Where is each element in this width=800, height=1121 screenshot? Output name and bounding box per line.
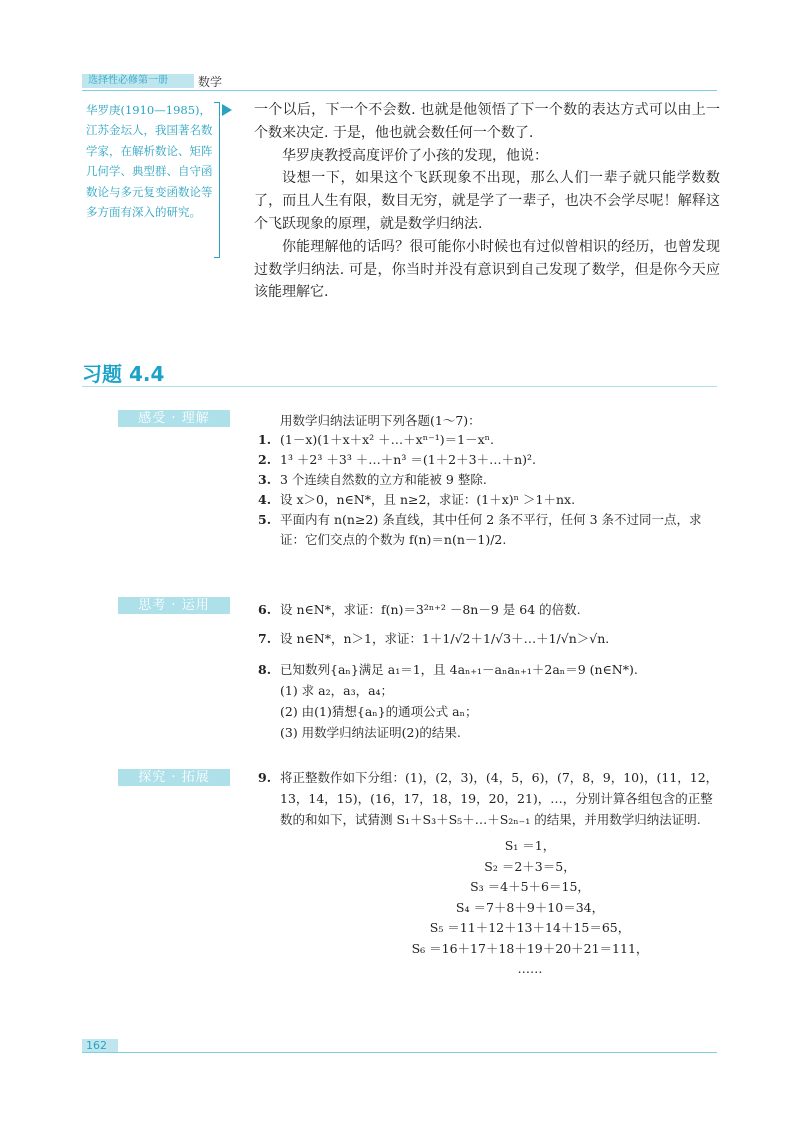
exercise-text: 设 n∈N*，求证：f(n)＝3²ⁿ⁺² －8n－9 是 64 的倍数.: [280, 602, 581, 617]
sums-list: [380, 836, 680, 980]
exercise-item: [258, 490, 720, 510]
exercise-number: 8.: [258, 662, 272, 677]
exercise-item: [258, 450, 720, 470]
exercise-intro: 用数学归纳法证明下列各题(1～7)：: [280, 413, 481, 428]
exercise-number: 6.: [258, 602, 272, 617]
paragraph: 华罗庚教授高度评价了小孩的发现，他说：: [282, 147, 548, 164]
exercise-number: 9.: [258, 770, 272, 785]
exercise-number: 4.: [258, 492, 272, 507]
category-badge: 探究 · 拓展: [118, 769, 230, 786]
exercise-item: [258, 510, 720, 550]
exercise-text: 设 x＞0，n∈N*，且 n≥2，求证：(1＋x)ⁿ ＞1＋nx.: [280, 492, 576, 507]
footer-divider: [82, 1052, 717, 1053]
exercise-text: 1³ ＋2³ ＋3³ ＋…＋n³ ＝(1＋2＋3＋…＋n)².: [280, 452, 536, 467]
exercise-group-2: [258, 595, 720, 653]
sum-line: S₁ ＝1，: [504, 838, 556, 853]
paragraph: 你能理解他的话吗？很可能你小时候也有过似曾相识的经历，也曾发现过数学归纳法. 可是，你当时并没有意识到自己发现了数学，但是你今天应该能理解它.: [254, 238, 720, 301]
sum-line: S₄ ＝7＋8＋9＋10＝34，: [455, 899, 605, 915]
exercise-text: 设 n∈N*，n＞1，求证：1＋1/√2＋1/√3＋…＋1/√n＞√n.: [280, 631, 610, 646]
exercise-item: [258, 470, 720, 490]
exercise-number: 5.: [258, 512, 272, 527]
exercise-group-1: [258, 430, 720, 550]
exercise-text: 3 个连续自然数的立方和能被 9 整除.: [280, 472, 487, 487]
subject-label: 数学: [198, 75, 223, 89]
paragraph: 一个以后，下一个不会数. 也就是他领悟了下一个数的表达方式可以由上一个数来决定. 于是，他也就会数任何一个数了.: [254, 102, 720, 141]
sum-line: S₂ ＝2＋3＝5，: [484, 858, 576, 874]
exercise-text: (1－x)(1＋x＋x² ＋…＋xⁿ⁻¹)＝1－xⁿ.: [280, 432, 494, 447]
exercise-text: 将正整数作如下分组：(1)，(2，3)，(4，5，6)，(7，8，9，10)，(11，12，13，14，15)，(16，17，18，19，20，21)，…，分别计算各组包含的正整数的和如下，试猜测 S₁＋S₃＋S₅＋…＋S₂ₙ₋₁ 的结果，并用数学归纳法证明.: [280, 770, 719, 827]
sidenote: 华罗庚(1910—1985)，江苏金坛人，我国著名数学家，在解析数论、矩阵几何学、典型群、自守函数论与多元复变函数论等多方面有深入的研究。: [86, 103, 213, 220]
sum-line: ……: [517, 961, 543, 976]
book-label: 选择性必修第一册: [82, 74, 194, 88]
exercise-group-3: [258, 659, 720, 743]
exercise-item: [258, 595, 720, 624]
category-badge: 思考 · 运用: [118, 597, 230, 614]
sum-line: S₆ ＝16＋17＋18＋19＋20＋21＝111，: [411, 940, 649, 956]
exercise-subpart: (1) 求 a₂，a₃，a₄；: [280, 683, 394, 698]
paragraph: 设想一下，如果这个飞跃现象不出现，那么人们一辈子就只能学数数了，而且人生有限，数目无穷，就是学了一辈子，也决不会学尽呢！解释这个飞跃现象的原理，就是数学归纳法.: [254, 170, 720, 232]
section-title: 习题 4.4: [82, 362, 165, 386]
header-divider: [82, 90, 717, 91]
sum-line: S₃ ＝4＋5＋6＝15，: [470, 879, 590, 894]
page-number: 162: [82, 1039, 118, 1053]
exercise-item: [258, 767, 720, 830]
exercise-number: 1.: [258, 432, 272, 447]
exercise-item: [258, 430, 720, 450]
pointer-triangle-icon: [222, 104, 232, 116]
exercise-subpart: (3) 用数学归纳法证明(2)的结果.: [280, 725, 461, 740]
exercise-text: 平面内有 n(n≥2) 条直线，其中任何 2 条不平行，任何 3 条不过同一点，求证：它们交点的个数为 f(n)＝n(n－1)/2.: [280, 512, 702, 547]
section-divider: [82, 386, 717, 387]
intro-text: [254, 99, 720, 304]
exercise-number: 7.: [258, 631, 272, 646]
exercise-item: [258, 659, 720, 680]
exercise-text: 已知数列{aₙ}满足 a₁＝1，且 4aₙ₊₁－aₙaₙ₊₁＋2aₙ＝9 (n∈N*).: [280, 662, 638, 677]
exercise-number: 3.: [258, 472, 272, 487]
exercise-item: [258, 624, 720, 653]
exercise-group-4: [258, 767, 720, 830]
sidenote-bracket: [214, 102, 220, 258]
sum-line: S₅ ＝11＋12＋13＋14＋15＝65，: [429, 920, 631, 935]
category-badge: 感受 · 理解: [118, 410, 230, 427]
exercise-number: 2.: [258, 452, 272, 467]
exercise-subpart: (2) 由(1)猜想{aₙ}的通项公式 aₙ；: [280, 704, 478, 719]
